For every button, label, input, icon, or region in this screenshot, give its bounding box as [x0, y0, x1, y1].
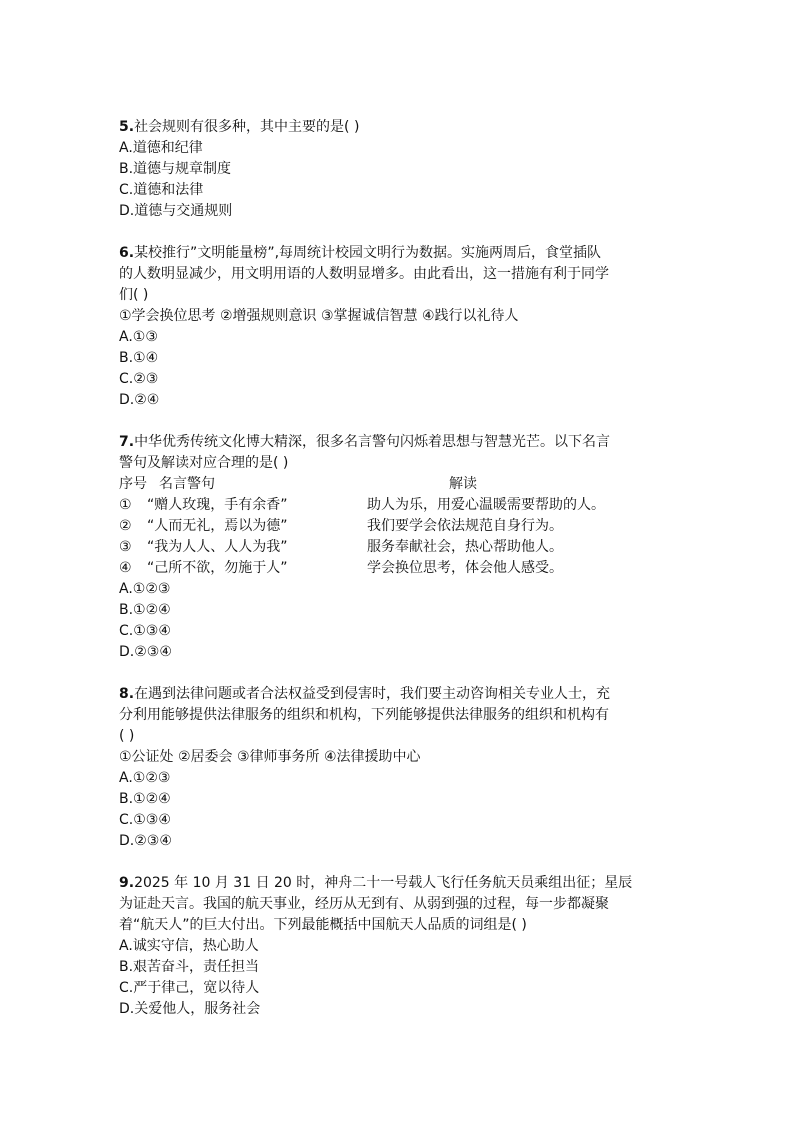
option-c: C.①③④: [119, 623, 171, 639]
option-b: B.①②④: [119, 791, 171, 807]
statement-list: ①公证处 ②居委会 ③律师事务所 ④法律援助中心: [119, 749, 421, 765]
quote-table-row: [119, 495, 679, 516]
question-8: [119, 684, 679, 852]
row-quote: “己所不欲，勿施于人”: [147, 560, 288, 576]
question-stem: [119, 684, 679, 705]
exam-page: [119, 117, 679, 1041]
row-index: ④: [119, 560, 132, 576]
question-text-line: 们( ): [119, 287, 149, 303]
question-number: 6.: [119, 245, 135, 261]
option-b: B.①④: [119, 350, 159, 366]
row-quote: “赠人玫瑰，手有余香”: [147, 497, 288, 513]
row-interpretation: 服务奉献社会，热心帮助他人。: [367, 539, 563, 555]
header-index: 序号: [119, 476, 147, 492]
question-text-line: 为证赴天言。我国的航天事业，经历从无到有、从弱到强的过程，每一步都凝聚: [119, 896, 609, 912]
question-text-line: 2025 年 10 月 31 日 20 时，神舟二十一号载人飞行任务航天员乘组出征；星辰: [134, 875, 633, 891]
question-7: [119, 432, 679, 663]
question-stem: [119, 432, 679, 453]
option-a: A.①②③: [119, 581, 171, 597]
option-a: A.诚实守信，热心助人: [119, 938, 259, 954]
option-a: A.①③: [119, 329, 158, 345]
header-interpretation: 解读: [449, 476, 477, 492]
question-number: 5.: [119, 119, 135, 135]
row-index: ①: [119, 497, 132, 513]
option-b: B.①②④: [119, 602, 171, 618]
question-6: [119, 243, 679, 411]
option-b: B.道德与规章制度: [119, 161, 232, 177]
question-text-line: 某校推行”文明能量榜”,每周统计校园文明行为数据。实施两周后，食堂插队: [134, 245, 602, 261]
question-stem: [119, 873, 679, 894]
question-text-line: 的人数明显减少，用文明用语的人数明显增多。由此看出，这一措施有利于同学: [119, 266, 609, 282]
row-interpretation: 助人为乐，用爱心温暖需要帮助的人。: [367, 497, 605, 513]
question-number: 7.: [119, 434, 135, 450]
question-text-line: 中华优秀传统文化博大精深，很多名言警句闪烁着思想与智慧光芒。以下名言: [134, 434, 611, 450]
row-quote: “我为人人、人人为我”: [147, 539, 288, 555]
header-quote: 名言警句: [159, 476, 215, 492]
quote-table-header: [119, 474, 679, 495]
question-5: [119, 117, 679, 222]
option-d: D.②③④: [119, 833, 172, 849]
question-text-line: 警句及解读对应合理的是( ): [119, 455, 289, 471]
option-d: D.②③④: [119, 644, 172, 660]
option-b: B.艰苦奋斗，责任担当: [119, 959, 260, 975]
question-text-line: ( ): [119, 728, 135, 744]
option-c: C.②③: [119, 371, 159, 387]
row-index: ③: [119, 539, 132, 555]
row-interpretation: 我们要学会依法规范自身行为。: [367, 518, 563, 534]
option-c: C.道德和法律: [119, 182, 204, 198]
quote-table-row: [119, 558, 679, 579]
row-quote: “人而无礼，焉以为德”: [147, 518, 288, 534]
row-interpretation: 学会换位思考，体会他人感受。: [367, 560, 563, 576]
question-text-line: 分利用能够提供法律服务的组织和机构，下列能够提供法律服务的组织和机构有: [119, 707, 609, 723]
option-d: D.道德与交通规则: [119, 203, 233, 219]
quote-table-row: [119, 516, 679, 537]
question-stem: [119, 117, 679, 138]
option-c: C.①③④: [119, 812, 171, 828]
statement-list: ①学会换位思考 ②增强规则意识 ③掌握诚信智慧 ④践行以礼待人: [119, 308, 519, 324]
option-d: D.关爱他人，服务社会: [119, 1001, 261, 1017]
option-a: A.①②③: [119, 770, 171, 786]
question-text-line: 在遇到法律问题或者合法权益受到侵害时，我们要主动咨询相关专业人士，充: [134, 686, 611, 702]
question-text-line: 着“航天人”的巨大付出。下列最能概括中国航天人品质的词组是( ): [119, 917, 527, 933]
option-d: D.②④: [119, 392, 160, 408]
question-number: 8.: [119, 686, 135, 702]
option-c: C.严于律己，宽以待人: [119, 980, 260, 996]
question-number: 9.: [119, 875, 135, 891]
question-text: 社会规则有很多种，其中主要的是( ): [134, 119, 360, 135]
quote-table-row: [119, 537, 679, 558]
row-index: ②: [119, 518, 132, 534]
question-stem: [119, 243, 679, 264]
question-9: [119, 873, 679, 1020]
option-a: A.道德和纪律: [119, 140, 203, 156]
